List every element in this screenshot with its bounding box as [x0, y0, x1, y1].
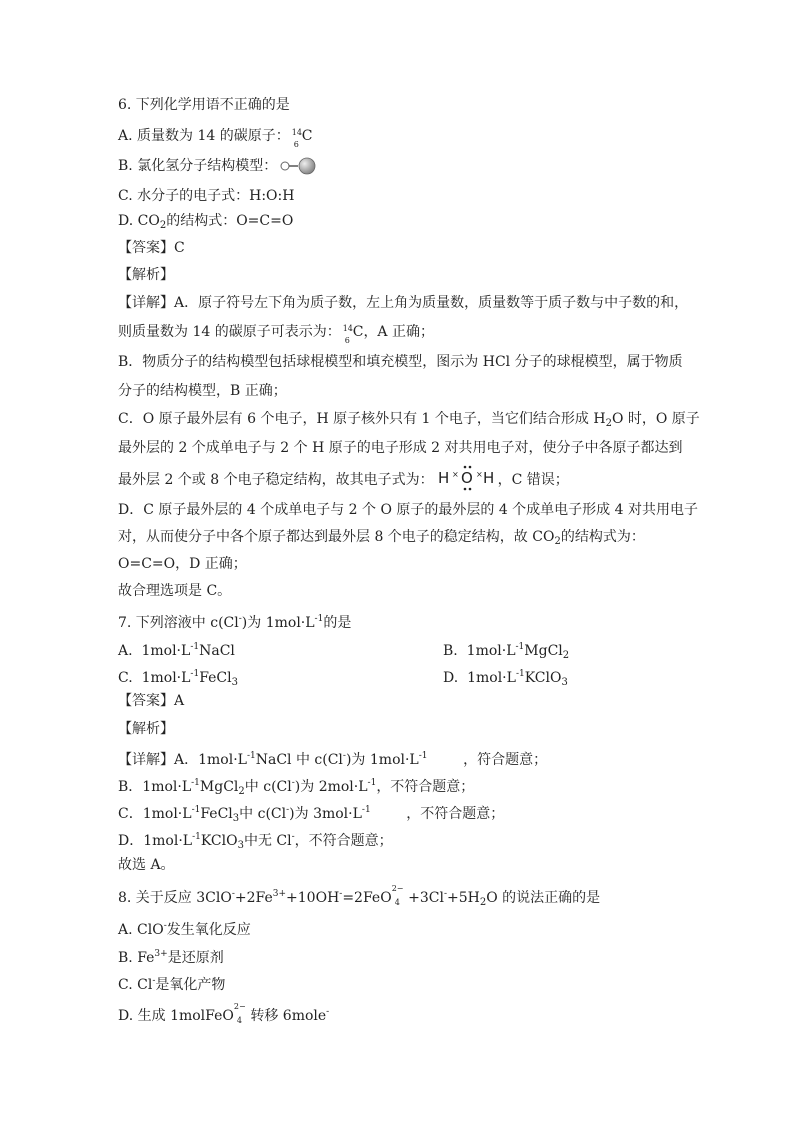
q6-explanation-8: D．C 原子最外层的 4 个成单电子与 2 个 O 原子的最外层的 4 个成单电子形成 4 对共用电子: [118, 502, 698, 518]
q6-d-sub: 2: [159, 220, 167, 231]
q6-e2-post: ，A 正确；: [363, 324, 434, 340]
q6-d-pre: D. CO: [118, 213, 160, 229]
q7-stem-mid: )为 1mol·L: [241, 615, 315, 631]
svg-text:×: ×: [451, 470, 459, 479]
q7-e4-p3: 中无 Cl: [243, 833, 292, 849]
q8-a-s1: -: [163, 921, 167, 931]
q7-e4-p2: KClO: [200, 833, 238, 849]
q6-option-b: [118, 156, 319, 176]
q6-explanation-7: [118, 468, 569, 492]
q7-b-sub: 2: [562, 650, 570, 661]
q8-d-p1: D. 生成 1molFeO: [118, 1008, 234, 1024]
q8-stem-p5: +3Cl: [403, 890, 444, 906]
q8-stem-p6: +5H: [447, 890, 480, 906]
q6-d-post: 的结构式：O=C=O: [166, 213, 294, 229]
q6-e2-pre: 则质量数为 14 的碳原子可表示为：: [118, 324, 341, 340]
q7-d-post: KClO: [524, 670, 562, 686]
q7-e2-s4: -1: [367, 778, 377, 788]
q7-option-b: [443, 637, 569, 666]
ferrate-ion-charge: 2− 4: [391, 884, 404, 907]
q6-e2-sym: C: [352, 324, 364, 340]
q8-option-c: [118, 971, 225, 995]
q6-option-a-text: A. 质量数为 14 的碳原子：: [118, 128, 290, 144]
q6-e7-pre: 最外层 2 个或 8 个电子稳定结构，故其电子式为：: [118, 472, 434, 488]
q6-explanation-6: 最外层的 2 个成单电子与 2 个 H 原子的电子形成 2 对共用电子对，使分子中各原子都达到: [118, 440, 683, 456]
q7-e2-p4: )为 2mol·L: [294, 779, 368, 795]
q8-b-p2: 是还原剂: [167, 950, 224, 966]
q7-e4-s3: -: [291, 832, 295, 842]
q7-c-pre: 1mol·L: [141, 670, 191, 686]
q7-e1-p1: 【详解】A．1mol·L: [118, 752, 247, 768]
q7-option-a: [118, 637, 235, 661]
q7-e4-p1: D．1mol·L: [118, 833, 193, 849]
q7-a-post: NaCl: [199, 643, 235, 659]
q7-answer: 【答案】A: [118, 693, 185, 709]
q6-explanation-2: [118, 322, 434, 345]
q6-e5-sub: 2: [605, 418, 612, 429]
q8-option-d: [118, 1002, 329, 1026]
nuclide-c14: 14 6: [291, 128, 302, 149]
q7-e2-p1: B．1mol·L: [118, 779, 192, 795]
q6-explanation-3: B．物质分子的结构模型包括球棍模型和填充模型，图示为 HCl 分子的球棍模型，属于物质: [118, 354, 683, 370]
nuclide-c14-inline: 14 6: [342, 324, 353, 345]
q7-a-label: A.: [118, 643, 133, 659]
q7-e3-s1: -1: [191, 805, 201, 815]
q7-d-sup: -1: [515, 669, 525, 679]
q8-a-p1: A. ClO: [118, 922, 164, 938]
q7-e2-s3: -: [291, 778, 295, 788]
q6-option-b-text: B. 氯化氢分子结构模型：: [118, 158, 278, 174]
q7-analysis-heading: 【解析】: [118, 721, 174, 737]
q7-e2-b2: 2: [238, 786, 245, 797]
q7-explanation-3: [118, 800, 504, 829]
q7-e3-p2: FeCl: [200, 806, 233, 822]
svg-text:O: O: [460, 469, 473, 487]
q8-stem-p7: O 的说法正确的是: [486, 890, 601, 906]
q7-explanation-1: [118, 746, 547, 770]
q7-option-c: [118, 664, 238, 693]
svg-text:×: ×: [475, 470, 483, 479]
q6-answer: 【答案】C: [118, 240, 185, 256]
q6-e9-sub: 2: [554, 536, 561, 547]
q6-explanation-1: 【详解】A．原子符号左下角为质子数，左上角为质量数，质量数等于质子数与中子数的和，: [118, 295, 689, 311]
q7-explanation-4: [118, 827, 393, 856]
q8-option-b: [118, 944, 224, 968]
q6-option-a: [118, 126, 313, 149]
q6-explanation-5: [118, 409, 700, 434]
q8-d-s2: -: [326, 1007, 330, 1017]
q8-stem-p1: 8. 关于反应 3ClO: [118, 890, 232, 906]
q7-e2-p5: ，不符合题意；: [376, 779, 475, 795]
q7-e2-p3: 中 c(Cl: [244, 779, 292, 795]
q7-stem-sup: -: [238, 614, 242, 624]
nuclide-symbol: C: [301, 128, 313, 144]
q7-d-sub: 3: [561, 677, 568, 688]
svg-text:H: H: [482, 469, 494, 487]
ferrate-ion-charge-d: 2− 4: [233, 1002, 246, 1025]
q8-stem-s3: -: [339, 889, 343, 899]
q7-c-post: FeCl: [199, 670, 232, 686]
q7-e1-s1: -1: [246, 751, 256, 761]
q7-c-sub: 3: [231, 677, 239, 688]
q7-e3-p4: )为 3mol·L: [289, 806, 362, 822]
q6-explanation-10: O=C=O，D 正确；: [118, 556, 247, 572]
q7-d-label: D.: [443, 670, 459, 686]
q8-c-p1: C. Cl: [118, 977, 153, 993]
q8-stem-s5: -: [443, 889, 448, 899]
q7-e3-p3: 中 c(Cl: [239, 806, 287, 822]
q8-c-s1: -: [152, 976, 156, 986]
hcl-ball-stick-model: [279, 156, 319, 176]
q6-e5-post: O 时，O 原子: [611, 411, 700, 427]
q6-analysis-heading: 【解析】: [118, 267, 174, 283]
q7-stem-post: 的是: [323, 615, 352, 631]
q7-e1-p3: )为 1mol·L: [345, 752, 419, 768]
q7-e1-p4: ，符合题意；: [427, 752, 548, 768]
q8-b-s1: 3+: [154, 949, 168, 959]
q8-stem: [118, 884, 600, 913]
q7-option-d: [443, 664, 568, 693]
q6-e9-post: 的结构式为：: [560, 529, 645, 545]
q6-explanation-11: 故合理选项是 C。: [118, 583, 232, 599]
q7-c-label: C.: [118, 670, 133, 686]
q7-stem-pre: 7. 下列溶液中 c(Cl: [118, 615, 239, 631]
q8-stem-p2: +2Fe: [234, 890, 273, 906]
q7-e3-s3: -: [286, 805, 290, 815]
q7-a-sup: -1: [190, 642, 200, 652]
q8-c-p2: 是氧化产物: [155, 977, 226, 993]
q7-e3-s4: -1: [361, 805, 371, 815]
q7-e1-s2: -: [342, 751, 346, 761]
q8-stem-s2: 3+: [272, 889, 287, 899]
q6-option-d: [118, 211, 293, 236]
q7-e4-p4: ，不符合题意；: [294, 833, 393, 849]
q7-e3-b2: 3: [232, 813, 240, 824]
q7-e3-p1: C．1mol·L: [118, 806, 192, 822]
q7-explanation-2: [118, 773, 474, 802]
q6-e9-pre: 对，从而使分子中各个原子都达到最外层 8 个电子的稳定结构，故 CO: [118, 529, 555, 545]
q7-e4-s1: -1: [192, 832, 201, 842]
q7-stem: [118, 609, 351, 633]
q8-a-p2: 发生氧化反应: [166, 922, 251, 938]
q6-e5-pre: C．O 原子最外层有 6 个电子，H 原子核外只有 1 个电子，当它们结合形成 H: [118, 411, 606, 427]
q7-explanation-5: 故选 A。: [118, 857, 175, 873]
q7-e1-p2: NaCl 中 c(Cl: [255, 752, 343, 768]
q6-explanation-9: [118, 527, 645, 552]
q7-e2-s1: -1: [191, 778, 200, 788]
q8-stem-b6: 2: [479, 897, 487, 908]
q7-e4-b2: 3: [237, 840, 244, 851]
q7-e3-p5: ，不符合题意；: [370, 806, 505, 822]
q7-b-pre: 1mol·L: [466, 643, 516, 659]
q6-stem: 6. 下列化学用语不正确的是: [118, 97, 290, 113]
q7-d-pre: 1mol·L: [467, 670, 516, 686]
q7-e1-s3: -1: [418, 751, 428, 761]
q8-stem-p4: =2FeO: [342, 890, 392, 906]
q7-stem-sup2: -1: [314, 614, 324, 624]
q7-e2-p2: MgCl: [199, 779, 239, 795]
q8-stem-s1: -: [231, 889, 235, 899]
q7-a-pre: 1mol·L: [141, 643, 191, 659]
q7-b-sup: -1: [515, 642, 525, 652]
q8-option-a: [118, 916, 251, 940]
q8-d-p2: 转移 6mole: [245, 1008, 327, 1024]
q8-b-p1: B. Fe: [118, 950, 155, 966]
q7-c-sup: -1: [190, 669, 200, 679]
q7-b-post: MgCl: [524, 643, 563, 659]
q6-e7-post: ，C 错误；: [497, 472, 569, 488]
q8-stem-p3: +10OH: [286, 890, 340, 906]
q7-b-label: B.: [443, 643, 458, 659]
q6-option-c: C. 水分子的电子式：H:O:H: [118, 188, 295, 204]
water-electron-dot-formula: [436, 462, 498, 492]
svg-text:H: H: [437, 469, 449, 487]
q6-explanation-4: 分子的结构模型，B 正确；: [118, 383, 287, 399]
